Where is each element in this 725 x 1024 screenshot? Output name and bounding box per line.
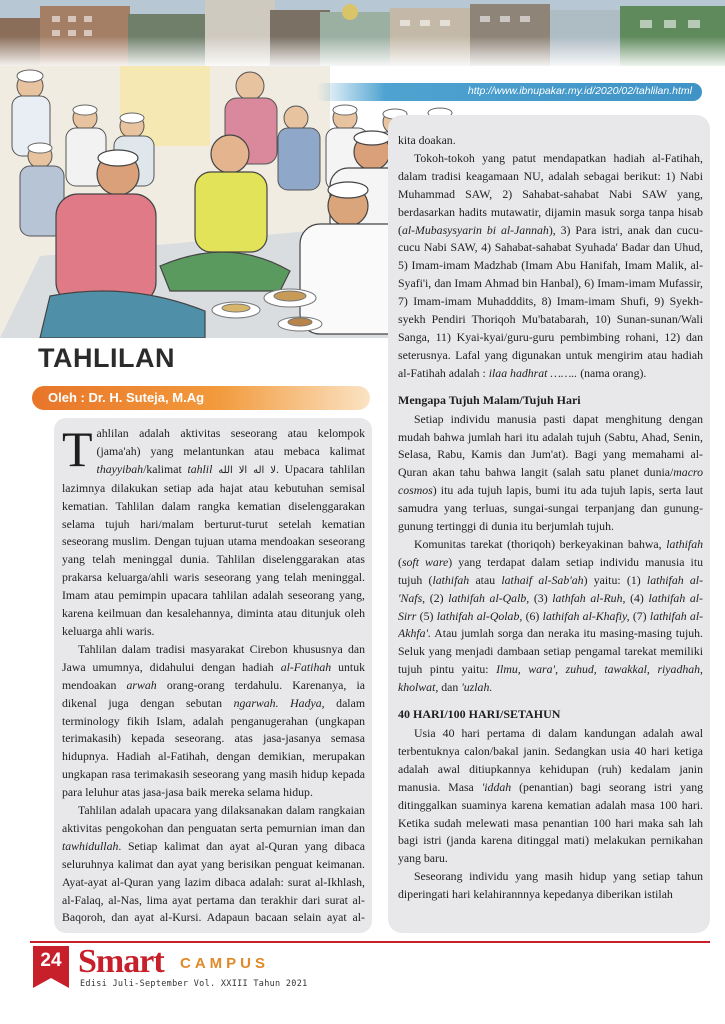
page-number-badge-tail — [33, 978, 69, 988]
author-banner — [32, 386, 370, 410]
right-column-text — [398, 132, 703, 932]
left-column-text — [62, 425, 365, 930]
page-number: 24 — [40, 950, 62, 971]
paragraph: Seseorang individu yang masih hidup yang setiap tahun diperingati hari kelahirannnya kepedanya diberikan istilah — [398, 869, 703, 902]
drop-cap: T — [62, 425, 93, 477]
paragraph: Usia 40 hari pertama di dalam kandungan adalah awal terbentuknya calon/bakal janin. Sedangkan usia 40 hari ketiga adalah awal ditiupkannya kehidupan (ruh) kedalam janin manusia. Masa 'iddah (penantian) bagi seorang istri yang ditinggalkan suaminya karena kematian adalah masa 100 hari. Ketika sudah melewati masa penantian 100 hari maka sah lah bagi istri (janda karena ditinggal mati) melakukan pernikahan yang baru. — [398, 726, 703, 866]
edition-info: Edisi Juli-September Vol. XXIII Tahun 2021 — [80, 979, 308, 989]
page-number-badge — [33, 946, 69, 978]
paragraph: Komunitas tarekat (thoriqoh) berkeyakinan bahwa, lathifah (soft ware) yang terdapat dalam setiap individu manusia itu tujuh (lathifah atau lathaif al-Sab'ah) yaitu: (1) lathifah al-'Nafs, (2) lathifah al-Qalb, (3) lathfah al-Ruh, (4) lathifah al-Sirr (5) lathifah al-Qolab, (6) lathifah al-Khafiy, (7) lathifah al-Akhfa'. Atau jumlah sorga dan neraka itu masing-masing tujuh. Seluk yang menjadi dambaan setiap pengamal tarekat memiliki tujuh pintu yaitu: Ilmu, wara', zuhud, tawakkal, riyadhah, kholwat, dan 'uzlah. — [398, 536, 703, 695]
section-heading: 40 HARI/100 HARI/SETAHUN — [398, 707, 561, 722]
paragraph: Tahlilan adalah upacara yang dilaksanakan dalam rangkaian aktivitas pengokohan dan penguatan serta pemurnian iman dan tawhidullah. Setiap kalimat dan ayat al-Quran yang dibaca seluruhnya kalimat dan ayat yang berisikan penguat keimanan. Ayat-ayat al-Quran yang lazim dibaca adalah: surat al-Ikhlash, al-Falaq, al-Nas, lima ayat pertama dan terakhir dari surat al-Baqoroh, dan ayat al-Kursi. Adapaun bacaan selain ayat al- — [62, 803, 365, 925]
section-heading: Mengapa Tujuh Malam/Tujuh Hari — [398, 392, 581, 407]
magazine-logo-smart: Smart — [78, 943, 164, 980]
header-banner-photo — [0, 0, 725, 66]
paragraph: kita doakan. — [398, 133, 456, 147]
source-url-bar — [316, 83, 702, 101]
magazine-logo-campus: CAMPUS — [180, 955, 270, 972]
source-url[interactable]: http://www.ibnupakar.my.id/2020/02/tahlilan.html — [467, 85, 692, 97]
paragraph: Tokoh-tokoh yang patut mendapatkan hadiah al-Fatihah, dalam tradisi keagamaan NU, adalah sebagai berikut: 1) Nabi Muhammad SAW, 2) Sahabat-sahabat Nabi SAW yang, berdasarkan hadits mutawatir, dijamin masuk sorga tanpa hisab (al-Mubasysyarin bi al-Jannah), 3) Para istri, anak dan cucu-cucu Nabi SAW, 4) Sahabat-sahabat Syuhada' Badar dan Uhud, 5) Imam-imam Madzhab (Imam Abu Hanifah, Imam Malik, al-Syafi'i, dan Imam Ahmad bin Hanbal), 6) Imam-imam Mufassir, 7) Imam-imam Muhadddits, 8) Imam-imam Shufi, 9) Syekh-syekh Pendiri Thoriqoh Mu'batabarah, 10) Sunan-sunan/Wali Sanga, 11) Kyai-kyai/guru-guru pembimbing rohani, 12) dan seterusnya. Lafal yang digunakan untuk mengirim atau hadiah al-Fatihah adalah : ilaa hadhrat …….. (nama orang). — [398, 150, 703, 380]
paragraph: Tahlilan dalam tradisi masyarakat Cirebon khususnya dan Jawa umumnya, didahului dengan hadiah al-Fatihah untuk mendoakan arwah orang-orang terdahulu. Karenanya, ia dikenal juga dengan sebutan ngarwah. Hadya, dalam terminology fikih Islam, adalah penganugerahan (ungkapan terimakasih) kepada seseorang. atas jasa-jasanya semasa hidupnya. Hadiah al-Fatihah, dengan demikian, merupakan ungkapan rasa terimakasih seseorang yang masih hidup kepada para leluhur atas jasa-jasa baik mereka selama hidup. — [62, 641, 365, 800]
article-title: TAHLILAN — [38, 343, 175, 373]
paragraph: Tahlilan adalah aktivitas seseorang atau kelompok (jama'ah) yang melantunkan atau mebaca kalimat thayyibah/kalimat tahlil لا اله الا الله. Upacara tahlilan lazimnya dilakukan setiap ada hajat atau kebutuhan semisal kematian. Tahlilan dalam rangka kematian diselenggarakan selama tujuh hari/malam berturut-turut setelah kematian seseorang muslim. Dengan tujuan utama mendoakan seseorang yang telah meninggal dunia. Tahlilan diselenggarakan atas prakarsa keluarga/ahli waris seseorang yang telah meninggal. Imam atau pemimpin upacara tahlilan adalah seseorang yang, karena keilmuan dan kesalehannya, diminta atau ditunjuk oleh keluarga ahli waris. — [62, 425, 365, 638]
arabic-text: لا اله الا الله — [212, 464, 276, 476]
author-name: Oleh : Dr. H. Suteja, M.Ag — [48, 390, 205, 405]
paragraph: Setiap individu manusia pasti dapat menghitung dengan mudah bahwa jumlah hari itu adalah tujuh (Sabtu, Ahad, Senin, Selasa, Rabu, Kamis dan Jum'at). Bagi yang memahami al-Quran akan tahu bahwa langit (salah satu planet dunia/macro cosmos) itu ada tujuh lapis, bumi itu ada tujuh lapis, serta laut samudra yang terluas, sungai-sungai terpanjang dan gunung-gunung tertinggi di dunia itu berjumlah tujuh. — [398, 411, 703, 534]
